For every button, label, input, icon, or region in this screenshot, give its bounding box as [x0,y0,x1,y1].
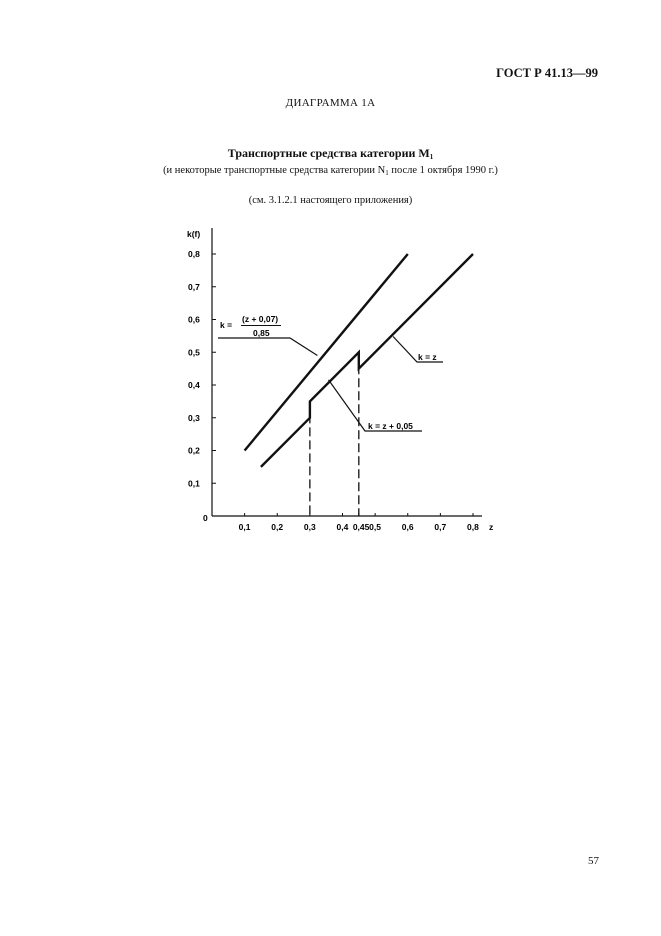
annotation-k-equals-z: k = z [418,352,437,362]
y-tick-label: 0,5 [188,347,200,358]
x-tick-label: 0,5 [369,522,381,532]
annotation-k-offset: k = z + 0,05 [368,421,413,431]
y-tick-label: 0,4 [188,380,200,390]
x-tick-label: 0,2 [271,522,284,532]
y-tick-label: 0,6 [188,314,200,325]
y-axis-label: k(f) [187,229,201,239]
x-axis-label: z [489,522,494,532]
chart-title-text: Транспортные средства категории M [227,146,430,160]
y-tick-label: 0,1 [188,478,200,489]
y-tick-label: 0,7 [188,281,200,292]
annotation-upper-prefix: k = [220,320,233,330]
y-tick-label: 0,8 [188,249,200,259]
chart-title-subscript: 1 [429,153,434,161]
x-tick-label: 0,8 [467,522,479,532]
x-tick-label: 0,45 [352,522,370,532]
x-tick-label: 0,7 [434,522,447,532]
diagram-label: ДИАГРАММА 1А [285,97,376,109]
series-line [261,254,473,467]
tick-labels [187,229,493,532]
y-tick-label: 0,3 [188,412,200,423]
x-tick-label: 0,6 [401,522,414,532]
subtitle-after: после 1 октября 1990 г.) [388,165,498,176]
axes [212,228,482,516]
subtitle-before: (и некоторые транспортные средства категории N [163,165,386,176]
document-code: ГОСТ Р 41.13—99 [496,66,598,80]
origin-label: 0 [203,513,208,523]
leader-line [218,338,317,356]
reference-note: (см. 3.1.2.1 настоящего приложения) [248,195,413,206]
page-number: 57 [588,855,599,867]
annotations [218,314,443,431]
y-tick-label: 0,2 [188,445,200,456]
x-tick-label: 0,1 [238,522,251,532]
annotation-upper-numerator: (z + 0,07) [242,314,279,324]
x-tick-label: 0,3 [303,522,316,532]
subtitle-subscript: 1 [385,169,389,177]
x-tick-label: 0,4 [336,522,349,532]
annotation-upper-denominator: 0,85 [253,328,270,338]
